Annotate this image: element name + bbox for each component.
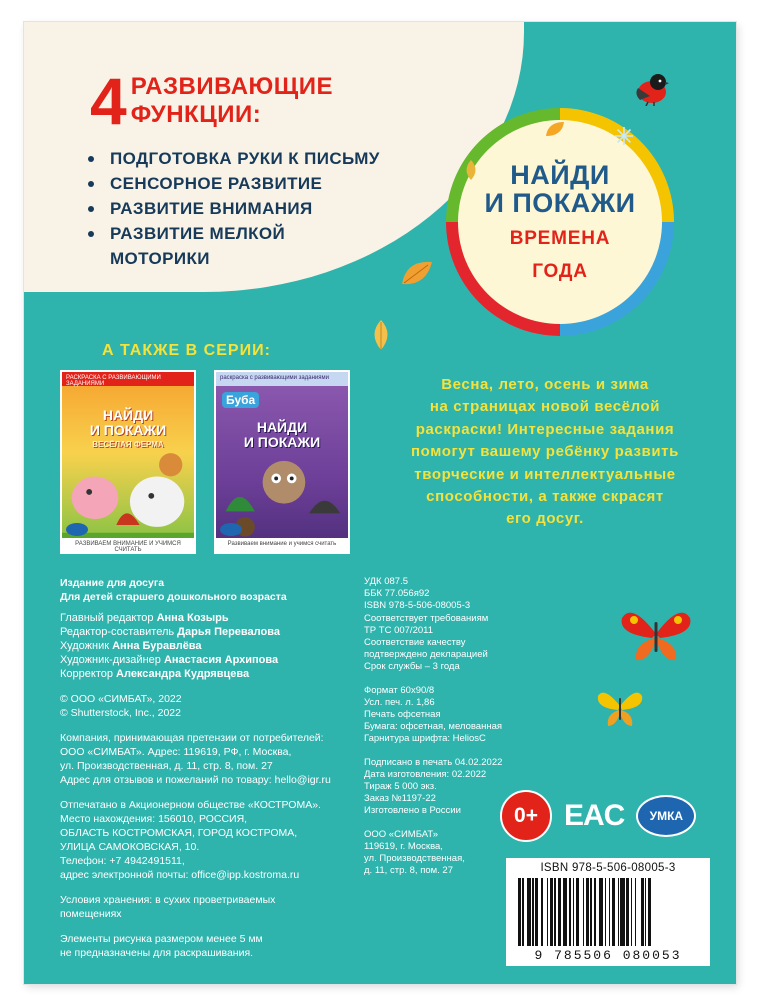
umka-logo: УМКА bbox=[636, 795, 696, 837]
book-title-line2: И ПОКАЖИ bbox=[243, 434, 321, 451]
print-info-line: Изготовлено в России bbox=[364, 805, 461, 817]
bullet-icon bbox=[88, 181, 94, 187]
function-item-label: РАЗВИТИЕ ВНИМАНИЯ bbox=[110, 199, 313, 218]
barcode-bars bbox=[518, 878, 698, 946]
butterfly-icon bbox=[596, 686, 644, 728]
age-rating-badge: 0+ bbox=[500, 790, 552, 842]
functions-count: 4 bbox=[90, 64, 127, 138]
series-book-farm bbox=[60, 370, 196, 554]
book-footer: РАЗВИВАЕМ ВНИМАНИЕ И УЧИМСЯ СЧИТАТЬ bbox=[62, 538, 194, 552]
age-group: Для детей старшего дошкольного возраста bbox=[60, 591, 287, 603]
spacer bbox=[60, 681, 380, 692]
classification-line: ISBN 978-5-506-08005-3 bbox=[364, 600, 471, 612]
imprint-left bbox=[60, 576, 380, 960]
certification-marks bbox=[500, 790, 696, 842]
spacer bbox=[364, 746, 564, 757]
classification-line: Срок службы – 3 года bbox=[364, 661, 460, 673]
functions-list bbox=[82, 146, 380, 271]
elements-note-line: Элементы рисунка размером менее 5 мм bbox=[60, 933, 263, 945]
printer-line: Отпечатано в Акционерном обществе «КОСТРОМА». bbox=[60, 799, 321, 811]
description-line: Весна, лето, осень и зима bbox=[441, 376, 649, 393]
barcode-number: 9 785506 080053 bbox=[534, 948, 682, 963]
printer-line: УЛИЦА САМОКОВСКАЯ, 10. bbox=[60, 841, 200, 853]
spacer bbox=[60, 882, 380, 893]
description-line: способности, а также скрасят bbox=[426, 488, 664, 506]
series-book-buba bbox=[214, 370, 350, 554]
credit-line bbox=[60, 653, 380, 667]
book-band: РАСКРАСКА С РАЗВИВАЮЩИМИ ЗАДАНИЯМИ bbox=[62, 372, 194, 386]
book-title-line2: И ПОКАЖИ bbox=[89, 422, 167, 439]
bullfinch-icon bbox=[632, 70, 672, 106]
description-line: помогут вашему ребёнку развить bbox=[411, 443, 679, 461]
storage-line: Условия хранения: в сухих проветриваемых bbox=[60, 894, 276, 906]
book-footer: Развиваем внимание и учимся считать bbox=[216, 538, 348, 552]
spacer bbox=[364, 674, 564, 685]
umka-logo-mini bbox=[66, 523, 88, 536]
book-back-cover bbox=[24, 22, 736, 984]
classification-line: УДК 087.5 bbox=[364, 576, 408, 587]
bullet-icon bbox=[88, 231, 94, 237]
function-item-label: РАЗВИТИЕ МЕЛКОЙ bbox=[110, 224, 286, 243]
credit-line bbox=[60, 667, 380, 681]
credit-name: Александра Кудрявцева bbox=[116, 668, 250, 680]
format-line: Печать офсетная bbox=[364, 709, 441, 721]
function-item bbox=[82, 171, 380, 196]
storage-line: помещениях bbox=[60, 908, 122, 920]
umka-logo-mini bbox=[220, 523, 242, 536]
book-subtitle: ВЕСЁЛАЯ ФЕРМА bbox=[92, 439, 164, 449]
function-item bbox=[82, 221, 380, 246]
classification-line: Соответствие качеству bbox=[364, 637, 466, 649]
description-line: на страницах новой весёлой bbox=[429, 398, 661, 416]
badge-title-line1: НАЙДИ bbox=[510, 159, 610, 190]
book-band: раскраска с развивающими заданиями bbox=[216, 372, 348, 386]
credit-line bbox=[60, 639, 380, 653]
barcode-isbn: ISBN 978-5-506-08005-3 bbox=[540, 862, 676, 874]
credit-role: Редактор-составитель bbox=[60, 626, 175, 638]
credit-line bbox=[60, 625, 380, 639]
print-info-line: Тираж 5 000 экз. bbox=[364, 781, 437, 793]
leaf-icon bbox=[544, 120, 566, 138]
badge-subtitle-line2: ГОДА bbox=[532, 261, 588, 283]
function-item-label: ПОДГОТОВКА РУКИ К ПИСЬМУ bbox=[110, 149, 380, 168]
printer-line: Место нахождения: 156010, РОССИЯ, bbox=[60, 813, 248, 825]
credit-role: Главный редактор bbox=[60, 612, 154, 624]
snowflake-icon bbox=[614, 126, 634, 146]
book-description bbox=[380, 374, 710, 531]
functions-title-line2: ФУНКЦИИ: bbox=[130, 101, 262, 128]
barcode-stripe bbox=[651, 878, 652, 946]
function-item-continued bbox=[82, 246, 380, 271]
elements-note-line: не предназначены для раскрашивания. bbox=[60, 947, 254, 959]
function-item-label: СЕНСОРНОЕ РАЗВИТИЕ bbox=[110, 174, 323, 193]
book-brand: Буба bbox=[222, 392, 259, 408]
spacer bbox=[60, 787, 380, 798]
print-info-line: Дата изготовления: 02.2022 bbox=[364, 768, 487, 780]
credit-role: Художник bbox=[60, 640, 110, 652]
series-badge-inner bbox=[458, 120, 662, 324]
book-title-line1: НАЙДИ bbox=[256, 419, 308, 435]
publisher-line: ул. Производственная, bbox=[364, 853, 465, 865]
format-line: Усл. печ. л. 1,86 bbox=[364, 696, 435, 708]
series-title: А ТАКЖЕ В СЕРИИ: bbox=[102, 342, 271, 359]
leaf-icon bbox=[400, 258, 434, 288]
claims-line: Компания, принимающая претензии от потребителей: bbox=[60, 732, 324, 744]
description-line: его досуг. bbox=[506, 510, 584, 528]
format-line: Формат 60х90/8 bbox=[364, 684, 435, 696]
credit-name: Дарья Перевалова bbox=[177, 626, 280, 638]
format-line: Гарнитура шрифта: HeliosC bbox=[364, 733, 486, 745]
copyright-line: © Shutterstock, Inc., 2022 bbox=[60, 707, 181, 719]
function-item-label: МОТОРИКИ bbox=[110, 249, 210, 268]
functions-heading bbox=[90, 64, 333, 138]
print-info-line: Заказ №1197-22 bbox=[364, 793, 436, 805]
claims-line: ООО «СИМБАТ». Адрес: 119619, РФ, г. Москва, bbox=[60, 746, 292, 758]
spacer bbox=[60, 921, 380, 932]
series-badge bbox=[446, 108, 674, 336]
credit-name: Анна Козырь bbox=[156, 612, 229, 624]
book-title-line1: НАЙДИ bbox=[102, 407, 154, 423]
leaf-icon bbox=[366, 318, 396, 352]
publisher-line: д. 11, стр. 8, пом. 27 bbox=[364, 865, 453, 877]
classification-line: Соответствует требованиям bbox=[364, 612, 489, 624]
publisher-line: 119619, г. Москва, bbox=[364, 840, 443, 852]
print-info-line: Подписано в печать 04.02.2022 bbox=[364, 756, 503, 768]
description-line: раскраски! Интересные задания bbox=[415, 420, 675, 438]
eac-mark: EAC bbox=[564, 799, 625, 832]
publisher-line: ООО «СИМБАТ» bbox=[364, 828, 438, 840]
badge-title-line2: И ПОКАЖИ bbox=[484, 188, 636, 219]
functions-heading-words bbox=[131, 73, 333, 128]
function-item bbox=[82, 146, 380, 171]
classification-line: ТР ТС 007/2011 bbox=[364, 624, 434, 636]
butterfly-icon bbox=[618, 604, 694, 664]
bullet-icon bbox=[88, 206, 94, 212]
claims-line: ул. Производственная, д. 11, стр. 8, пом. 27 bbox=[60, 760, 273, 772]
credit-line bbox=[60, 611, 380, 625]
printer-line: адрес электронной почты: office@ipp.kostroma.ru bbox=[60, 869, 300, 881]
description-line: творческие и интеллектуальные bbox=[414, 465, 676, 483]
format-line: Бумага: офсетная, мелованная bbox=[364, 721, 503, 733]
printer-line: Телефон: +7 4942491511, bbox=[60, 855, 185, 867]
leaf-icon bbox=[460, 158, 482, 182]
edition-purpose: Издание для досуга bbox=[60, 577, 165, 589]
credit-name: Анна Буравлёва bbox=[112, 640, 202, 652]
credit-name: Анастасия Архипова bbox=[163, 654, 279, 666]
credit-role: Художник-дизайнер bbox=[60, 654, 161, 666]
barcode bbox=[506, 858, 710, 966]
copyright-line: © ООО «СИМБАТ», 2022 bbox=[60, 693, 182, 705]
functions-title-line1: РАЗВИВАЮЩИЕ bbox=[130, 73, 333, 101]
bullet-icon bbox=[88, 156, 94, 162]
printer-line: ОБЛАСТЬ КОСТРОМСКАЯ, ГОРОД КОСТРОМА, bbox=[60, 827, 298, 839]
classification-line: ББК 77.056я92 bbox=[364, 588, 430, 600]
function-item bbox=[82, 196, 380, 221]
classification-line: подтверждено декларацией bbox=[364, 649, 488, 661]
claims-line: Адрес для отзывов и пожеланий по товару: hello@igr.ru bbox=[60, 774, 331, 786]
credit-role: Корректор bbox=[60, 668, 113, 680]
spacer bbox=[60, 604, 380, 611]
spacer bbox=[60, 720, 380, 731]
badge-subtitle-line1: ВРЕМЕНА bbox=[509, 228, 611, 250]
